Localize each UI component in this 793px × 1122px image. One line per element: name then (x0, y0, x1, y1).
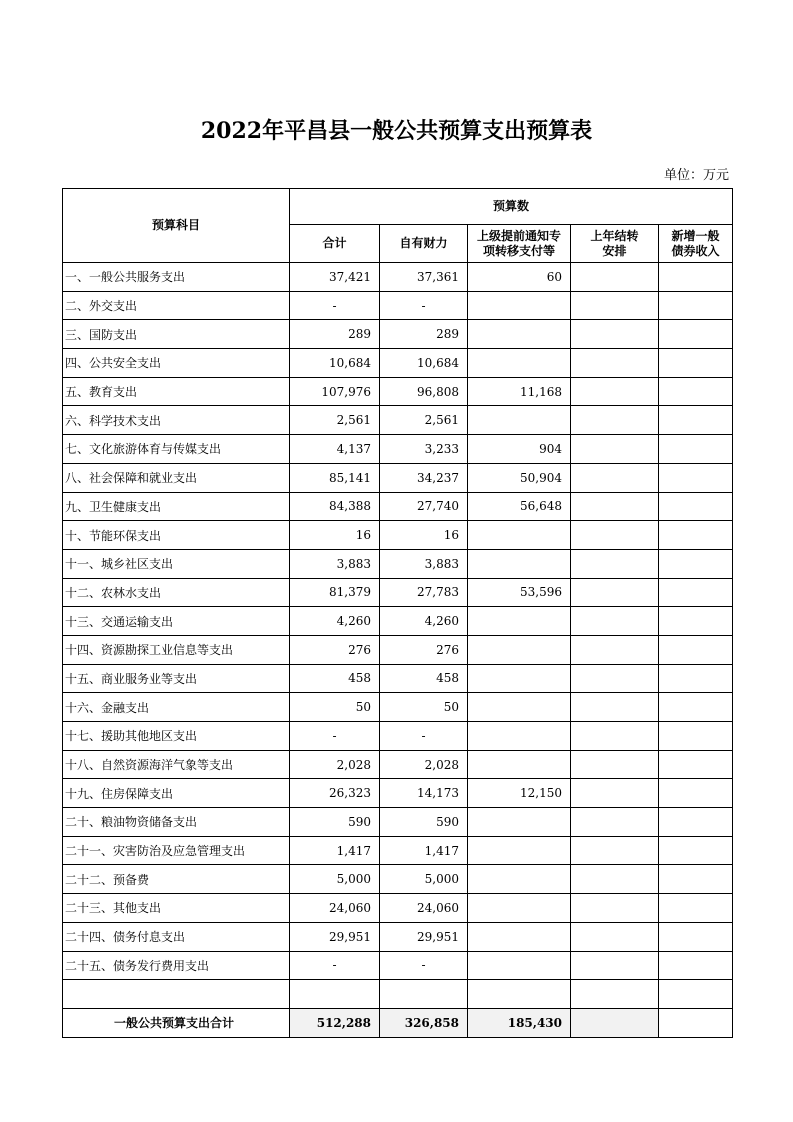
cell-bond (659, 664, 733, 693)
cell-name: 三、国防支出 (63, 320, 290, 349)
cell-total (290, 980, 380, 1009)
cell-bond (659, 263, 733, 292)
cell-own: 289 (380, 320, 468, 349)
cell-transfer (468, 951, 571, 980)
cell-own: - (380, 291, 468, 320)
cell-transfer: 50,904 (468, 463, 571, 492)
cell-total: 289 (290, 320, 380, 349)
cell-name: 十、节能环保支出 (63, 521, 290, 550)
cell-total: - (290, 291, 380, 320)
table-row (63, 808, 733, 837)
cell-bond (659, 980, 733, 1009)
cell-bond (659, 320, 733, 349)
cell-carryover (571, 377, 659, 406)
cell-total: 84,388 (290, 492, 380, 521)
cell-transfer (468, 635, 571, 664)
header-own: 自有财力 (380, 225, 468, 263)
cell-own: 326,858 (380, 1008, 468, 1037)
cell-carryover (571, 492, 659, 521)
table-row (63, 607, 733, 636)
cell-name: 十二、农林水支出 (63, 578, 290, 607)
cell-total: 590 (290, 808, 380, 837)
table-body (63, 263, 733, 1038)
cell-transfer (468, 836, 571, 865)
table-row (63, 693, 733, 722)
header-carryover: 上年结转安排 (571, 225, 659, 263)
cell-name: 四、公共安全支出 (63, 349, 290, 378)
table-row (63, 722, 733, 751)
cell-name: 十六、金融支出 (63, 693, 290, 722)
header-subject: 预算科目 (63, 189, 290, 263)
cell-bond (659, 922, 733, 951)
table-row (63, 463, 733, 492)
cell-own: 10,684 (380, 349, 468, 378)
cell-carryover (571, 951, 659, 980)
cell-carryover (571, 549, 659, 578)
cell-bond (659, 750, 733, 779)
table-row (63, 435, 733, 464)
cell-own (380, 980, 468, 1009)
cell-bond (659, 836, 733, 865)
cell-total: - (290, 951, 380, 980)
cell-name: 六、科学技术支出 (63, 406, 290, 435)
table-row (63, 922, 733, 951)
cell-bond (659, 463, 733, 492)
cell-total: 24,060 (290, 894, 380, 923)
budget-table (62, 188, 733, 1038)
cell-transfer: 60 (468, 263, 571, 292)
cell-total: 458 (290, 664, 380, 693)
cell-name: 八、社会保障和就业支出 (63, 463, 290, 492)
cell-bond (659, 951, 733, 980)
cell-bond (659, 693, 733, 722)
cell-carryover (571, 578, 659, 607)
table-row (63, 635, 733, 664)
cell-carryover (571, 635, 659, 664)
cell-bond (659, 521, 733, 550)
cell-carryover (571, 722, 659, 751)
cell-name (63, 980, 290, 1009)
cell-total: 3,883 (290, 549, 380, 578)
cell-bond (659, 349, 733, 378)
cell-carryover (571, 406, 659, 435)
cell-total: 16 (290, 521, 380, 550)
cell-total: - (290, 722, 380, 751)
cell-transfer (468, 607, 571, 636)
cell-own: 458 (380, 664, 468, 693)
cell-name: 二十四、债务付息支出 (63, 922, 290, 951)
cell-carryover (571, 836, 659, 865)
cell-own: 2,561 (380, 406, 468, 435)
cell-name: 十八、自然资源海洋气象等支出 (63, 750, 290, 779)
unit-label: 单位：万元 (663, 168, 729, 183)
cell-transfer (468, 808, 571, 837)
cell-own: 96,808 (380, 377, 468, 406)
cell-bond (659, 291, 733, 320)
cell-name: 七、文化旅游体育与传媒支出 (63, 435, 290, 464)
cell-transfer (468, 406, 571, 435)
cell-own: 276 (380, 635, 468, 664)
cell-total: 2,561 (290, 406, 380, 435)
table-row (63, 377, 733, 406)
cell-transfer (468, 894, 571, 923)
cell-own: 24,060 (380, 894, 468, 923)
cell-bond (659, 865, 733, 894)
cell-carryover (571, 521, 659, 550)
cell-own: 50 (380, 693, 468, 722)
table-row (63, 549, 733, 578)
cell-bond (659, 435, 733, 464)
table-row (63, 779, 733, 808)
cell-name: 十七、援助其他地区支出 (63, 722, 290, 751)
cell-own: 27,740 (380, 492, 468, 521)
cell-total: 512,288 (290, 1008, 380, 1037)
cell-carryover (571, 980, 659, 1009)
cell-own: 2,028 (380, 750, 468, 779)
cell-own: - (380, 722, 468, 751)
cell-transfer (468, 521, 571, 550)
cell-bond (659, 406, 733, 435)
cell-own: 29,951 (380, 922, 468, 951)
cell-own: 14,173 (380, 779, 468, 808)
cell-total: 2,028 (290, 750, 380, 779)
cell-own: 590 (380, 808, 468, 837)
cell-bond (659, 549, 733, 578)
cell-bond (659, 808, 733, 837)
cell-carryover (571, 750, 659, 779)
cell-own: 16 (380, 521, 468, 550)
cell-own: 3,233 (380, 435, 468, 464)
cell-total: 1,417 (290, 836, 380, 865)
cell-total: 26,323 (290, 779, 380, 808)
cell-name: 二十三、其他支出 (63, 894, 290, 923)
cell-name: 十五、商业服务业等支出 (63, 664, 290, 693)
table-row (63, 750, 733, 779)
table-row (63, 980, 733, 1009)
cell-carryover (571, 779, 659, 808)
cell-name: 十四、资源勘探工业信息等支出 (63, 635, 290, 664)
cell-transfer (468, 320, 571, 349)
table-row (63, 492, 733, 521)
header-bond: 新增一般债券收入 (659, 225, 733, 263)
cell-own: 37,361 (380, 263, 468, 292)
cell-carryover (571, 463, 659, 492)
cell-transfer (468, 865, 571, 894)
cell-own: 3,883 (380, 549, 468, 578)
cell-transfer (468, 664, 571, 693)
cell-bond (659, 1008, 733, 1037)
cell-total: 81,379 (290, 578, 380, 607)
cell-name: 二十二、预备费 (63, 865, 290, 894)
cell-transfer (468, 722, 571, 751)
cell-own: 1,417 (380, 836, 468, 865)
cell-name: 二十一、灾害防治及应急管理支出 (63, 836, 290, 865)
cell-transfer (468, 922, 571, 951)
cell-name: 二十五、债务发行费用支出 (63, 951, 290, 980)
cell-total: 85,141 (290, 463, 380, 492)
cell-name: 十九、住房保障支出 (63, 779, 290, 808)
cell-total: 4,137 (290, 435, 380, 464)
cell-total: 107,976 (290, 377, 380, 406)
cell-total: 5,000 (290, 865, 380, 894)
table-row (63, 320, 733, 349)
cell-carryover (571, 320, 659, 349)
cell-bond (659, 492, 733, 521)
cell-own: 5,000 (380, 865, 468, 894)
cell-bond (659, 894, 733, 923)
cell-carryover (571, 349, 659, 378)
cell-name: 一般公共预算支出合计 (63, 1008, 290, 1037)
cell-own: 4,260 (380, 607, 468, 636)
cell-name: 九、卫生健康支出 (63, 492, 290, 521)
cell-transfer (468, 291, 571, 320)
cell-total: 29,951 (290, 922, 380, 951)
cell-bond (659, 635, 733, 664)
cell-total: 4,260 (290, 607, 380, 636)
cell-carryover (571, 291, 659, 320)
cell-name: 二十、粮油物资储备支出 (63, 808, 290, 837)
cell-total: 50 (290, 693, 380, 722)
table-row (63, 836, 733, 865)
cell-carryover (571, 865, 659, 894)
table-row (63, 578, 733, 607)
cell-transfer: 56,648 (468, 492, 571, 521)
cell-name: 十三、交通运输支出 (63, 607, 290, 636)
cell-transfer (468, 349, 571, 378)
cell-name: 五、教育支出 (63, 377, 290, 406)
cell-name: 一、一般公共服务支出 (63, 263, 290, 292)
cell-transfer: 185,430 (468, 1008, 571, 1037)
cell-own: 34,237 (380, 463, 468, 492)
table-row (63, 951, 733, 980)
cell-transfer: 11,168 (468, 377, 571, 406)
cell-carryover (571, 922, 659, 951)
cell-transfer: 53,596 (468, 578, 571, 607)
cell-transfer (468, 750, 571, 779)
cell-bond (659, 607, 733, 636)
cell-carryover (571, 607, 659, 636)
cell-total: 37,421 (290, 263, 380, 292)
cell-name: 二、外交支出 (63, 291, 290, 320)
cell-carryover (571, 263, 659, 292)
table-row (63, 664, 733, 693)
header-budget-group: 预算数 (290, 189, 733, 225)
table-row (63, 291, 733, 320)
cell-bond (659, 377, 733, 406)
cell-transfer (468, 549, 571, 578)
table-row (63, 865, 733, 894)
cell-carryover (571, 808, 659, 837)
cell-bond (659, 578, 733, 607)
cell-bond (659, 779, 733, 808)
cell-transfer: 12,150 (468, 779, 571, 808)
cell-own: - (380, 951, 468, 980)
cell-total: 10,684 (290, 349, 380, 378)
cell-bond (659, 722, 733, 751)
table-row (63, 521, 733, 550)
table-row (63, 406, 733, 435)
table-row (63, 349, 733, 378)
table-row (63, 263, 733, 292)
cell-carryover (571, 664, 659, 693)
header-total: 合计 (290, 225, 380, 263)
page-title: 2022年平昌县一般公共预算支出预算表 (200, 118, 593, 144)
cell-transfer: 904 (468, 435, 571, 464)
cell-carryover (571, 894, 659, 923)
header-transfer: 上级提前通知专项转移支付等 (468, 225, 571, 263)
table-row (63, 894, 733, 923)
cell-name: 十一、城乡社区支出 (63, 549, 290, 578)
cell-carryover (571, 693, 659, 722)
cell-transfer (468, 693, 571, 722)
cell-total: 276 (290, 635, 380, 664)
cell-own: 27,783 (380, 578, 468, 607)
cell-transfer (468, 980, 571, 1009)
cell-carryover (571, 435, 659, 464)
cell-carryover (571, 1008, 659, 1037)
total-row (63, 1008, 733, 1037)
